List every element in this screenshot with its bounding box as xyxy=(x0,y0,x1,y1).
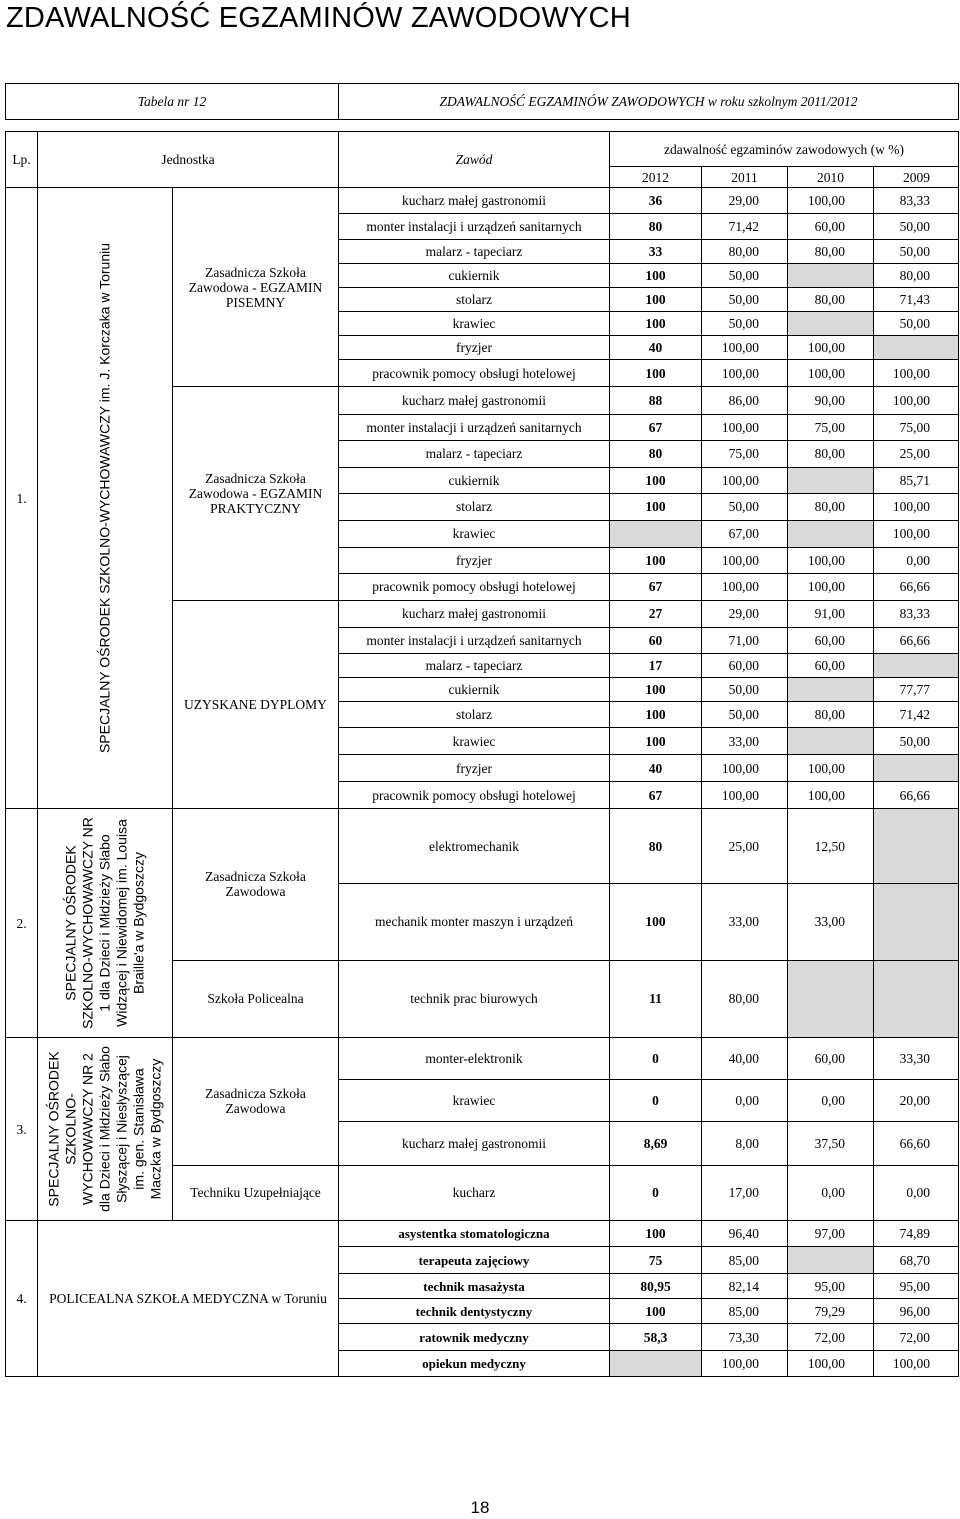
value-cell: 100,00 xyxy=(788,573,874,600)
value-cell: 50,00 xyxy=(874,312,959,336)
value-cell xyxy=(788,728,874,755)
value-cell: 8,69 xyxy=(610,1122,702,1165)
pass-rate-header: zdawalność egzaminów zawodowych (w %) xyxy=(610,132,959,167)
value-cell xyxy=(788,467,874,493)
profession-cell: monter-elektronik xyxy=(339,1038,610,1080)
value-cell xyxy=(874,755,959,782)
value-cell: 95,00 xyxy=(874,1274,959,1299)
profession-cell: terapeuta zajęciowy xyxy=(339,1247,610,1274)
school-name: POLICEALNA SZKOŁA MEDYCZNA w Toruniu xyxy=(38,1221,339,1377)
value-cell: 8,00 xyxy=(702,1122,788,1165)
profession-cell: krawiec xyxy=(339,728,610,755)
value-cell: 60,00 xyxy=(702,654,788,678)
value-cell: 66,66 xyxy=(874,628,959,654)
value-cell: 11 xyxy=(610,960,702,1037)
value-cell: 66,66 xyxy=(874,573,959,600)
value-cell: 100,00 xyxy=(874,520,959,547)
value-cell xyxy=(788,1247,874,1274)
profession-cell: kucharz małej gastronomii xyxy=(339,188,610,214)
value-cell: 58,3 xyxy=(610,1324,702,1351)
profession-cell: fryzjer xyxy=(339,547,610,573)
value-cell: 60,00 xyxy=(788,214,874,240)
value-cell: 60,00 xyxy=(788,654,874,678)
row-number: 2. xyxy=(6,809,38,1038)
value-cell: 71,42 xyxy=(874,702,959,728)
value-cell: 67 xyxy=(610,782,702,809)
value-cell xyxy=(788,678,874,702)
value-cell: 80 xyxy=(610,214,702,240)
value-cell: 25,00 xyxy=(702,809,788,884)
value-cell: 91,00 xyxy=(788,600,874,628)
unit-name: Zasadnicza Szkoła Zawodowa xyxy=(173,1038,339,1166)
value-cell: 100,00 xyxy=(702,1351,788,1377)
value-cell: 100,00 xyxy=(702,336,788,360)
profession-cell: monter instalacji i urządzeń sanitarnych xyxy=(339,628,610,654)
value-cell: 40 xyxy=(610,336,702,360)
unit-name: Szkoła Policealna xyxy=(173,960,339,1037)
value-cell: 100,00 xyxy=(788,547,874,573)
value-cell: 73,30 xyxy=(702,1324,788,1351)
value-cell: 100 xyxy=(610,702,702,728)
school-name xyxy=(38,188,173,809)
school-name-text: SPECJALNY OŚRODEK SZKOLNO-WYCHOWAWCZY NR 2 dla Dzieci i Młdzieży Słabo Słyszącej i Niesłyszącej im. gen. Stanisława Maczka w Bydgoszczy xyxy=(45,1046,164,1212)
profession-cell: mechanik monter maszyn i urządzeń xyxy=(339,884,610,960)
school-name xyxy=(38,1038,173,1221)
profession-cell: cukiernik xyxy=(339,264,610,288)
value-cell: 74,89 xyxy=(874,1221,959,1247)
table-row xyxy=(6,1038,959,1080)
profession-cell: pracownik pomocy obsługi hotelowej xyxy=(339,782,610,809)
profession-cell: asystentka stomatologiczna xyxy=(339,1221,610,1247)
year-header: 2010 xyxy=(788,167,874,188)
value-cell: 85,00 xyxy=(702,1247,788,1274)
value-cell: 100,00 xyxy=(702,467,788,493)
value-cell: 97,00 xyxy=(788,1221,874,1247)
value-cell: 88 xyxy=(610,387,702,415)
profession-cell: malarz - tapeciarz xyxy=(339,654,610,678)
value-cell: 100,00 xyxy=(788,188,874,214)
value-cell: 75,00 xyxy=(874,414,959,440)
value-cell: 0 xyxy=(610,1038,702,1080)
profession-cell: kucharz małej gastronomii xyxy=(339,600,610,628)
profession-cell: kucharz xyxy=(339,1165,610,1220)
value-cell: 71,42 xyxy=(702,214,788,240)
value-cell: 33,00 xyxy=(702,884,788,960)
value-cell xyxy=(874,960,959,1037)
value-cell: 37,50 xyxy=(788,1122,874,1165)
value-cell: 33 xyxy=(610,240,702,264)
value-cell: 27 xyxy=(610,600,702,628)
profession-cell: pracownik pomocy obsługi hotelowej xyxy=(339,573,610,600)
value-cell: 100,00 xyxy=(874,387,959,415)
value-cell xyxy=(874,809,959,884)
value-cell: 100 xyxy=(610,288,702,312)
value-cell: 17,00 xyxy=(702,1165,788,1220)
value-cell: 100 xyxy=(610,467,702,493)
value-cell: 80,00 xyxy=(702,960,788,1037)
value-cell: 83,33 xyxy=(874,188,959,214)
value-cell: 0,00 xyxy=(788,1080,874,1122)
profession-cell: malarz - tapeciarz xyxy=(339,240,610,264)
profession-cell: technik masażysta xyxy=(339,1274,610,1299)
value-cell: 80,00 xyxy=(702,240,788,264)
value-cell: 67 xyxy=(610,414,702,440)
value-cell: 80,00 xyxy=(788,493,874,520)
value-cell: 50,00 xyxy=(874,214,959,240)
school-name xyxy=(38,809,173,1038)
school-name-text: SPECJALNY OŚRODEK SZKOLNO-WYCHOWAWCZY NR 1 dla Dzieci i Młdzieży Słabo Widzącej i Niewidomej im. Louisa Braille'a w Bydgoszczy xyxy=(62,817,147,1029)
value-cell: 80,00 xyxy=(788,240,874,264)
value-cell: 86,00 xyxy=(702,387,788,415)
profession-cell: kucharz małej gastronomii xyxy=(339,1122,610,1165)
value-cell: 100,00 xyxy=(874,360,959,387)
value-cell: 0 xyxy=(610,1165,702,1220)
value-cell: 60,00 xyxy=(788,628,874,654)
value-cell: 25,00 xyxy=(874,440,959,467)
profession-cell: krawiec xyxy=(339,1080,610,1122)
profession-cell: technik dentystyczny xyxy=(339,1299,610,1324)
value-cell: 79,29 xyxy=(788,1299,874,1324)
value-cell: 83,33 xyxy=(874,600,959,628)
row-number: 4. xyxy=(6,1221,38,1377)
value-cell: 100 xyxy=(610,728,702,755)
value-cell: 33,30 xyxy=(874,1038,959,1080)
page-number: 18 xyxy=(470,1498,490,1517)
value-cell: 50,00 xyxy=(702,312,788,336)
value-cell: 0,00 xyxy=(874,547,959,573)
value-cell: 60 xyxy=(610,628,702,654)
value-cell: 72,00 xyxy=(874,1324,959,1351)
table-row xyxy=(6,809,959,884)
value-cell: 100,00 xyxy=(702,782,788,809)
table-number: Tabela nr 12 xyxy=(6,84,339,120)
value-cell: 40 xyxy=(610,755,702,782)
page-title: ZDAWALNOŚĆ EGZAMINÓW ZAWODOWYCH xyxy=(6,2,631,34)
value-cell: 90,00 xyxy=(788,387,874,415)
value-cell: 100 xyxy=(610,678,702,702)
year-header: 2012 xyxy=(610,167,702,188)
value-cell: 100 xyxy=(610,493,702,520)
value-cell: 80,95 xyxy=(610,1274,702,1299)
value-cell: 17 xyxy=(610,654,702,678)
profession-cell: technik prac biurowych xyxy=(339,960,610,1037)
value-cell: 100,00 xyxy=(702,573,788,600)
profession-cell: monter instalacji i urządzeń sanitarnych xyxy=(339,214,610,240)
value-cell: 50,00 xyxy=(702,288,788,312)
value-cell: 75,00 xyxy=(788,414,874,440)
unit-name: Zasadnicza Szkoła Zawodowa xyxy=(173,809,339,961)
value-cell xyxy=(788,960,874,1037)
value-cell: 96,00 xyxy=(874,1299,959,1324)
profession-cell: stolarz xyxy=(339,702,610,728)
value-cell: 82,14 xyxy=(702,1274,788,1299)
year-header: 2011 xyxy=(702,167,788,188)
value-cell: 80,00 xyxy=(874,264,959,288)
profession-cell: stolarz xyxy=(339,493,610,520)
value-cell: 100 xyxy=(610,884,702,960)
value-cell: 100,00 xyxy=(788,360,874,387)
value-cell: 60,00 xyxy=(788,1038,874,1080)
value-cell: 100,00 xyxy=(702,414,788,440)
value-cell: 68,70 xyxy=(874,1247,959,1274)
value-cell: 50,00 xyxy=(702,264,788,288)
value-cell: 0,00 xyxy=(702,1080,788,1122)
value-cell: 29,00 xyxy=(702,188,788,214)
value-cell: 50,00 xyxy=(874,728,959,755)
table-row xyxy=(6,188,959,214)
value-cell: 33,00 xyxy=(702,728,788,755)
value-cell: 40,00 xyxy=(702,1038,788,1080)
table-caption: ZDAWALNOŚĆ EGZAMINÓW ZAWODOWYCH w roku szkolnym 2011/2012 xyxy=(339,84,959,120)
value-cell: 100,00 xyxy=(788,782,874,809)
value-cell: 95,00 xyxy=(788,1274,874,1299)
value-cell: 67,00 xyxy=(702,520,788,547)
lp-header: Lp. xyxy=(6,132,38,188)
value-cell: 50,00 xyxy=(874,240,959,264)
value-cell: 80,00 xyxy=(788,702,874,728)
value-cell xyxy=(610,520,702,547)
value-cell: 100,00 xyxy=(788,755,874,782)
profession-cell: opiekun medyczny xyxy=(339,1351,610,1377)
profession-cell: monter instalacji i urządzeń sanitarnych xyxy=(339,414,610,440)
value-cell: 100,00 xyxy=(788,336,874,360)
value-cell: 0,00 xyxy=(874,1165,959,1220)
profession-cell: krawiec xyxy=(339,312,610,336)
value-cell: 36 xyxy=(610,188,702,214)
value-cell: 100,00 xyxy=(788,1351,874,1377)
value-cell: 100,00 xyxy=(702,755,788,782)
value-cell: 72,00 xyxy=(788,1324,874,1351)
value-cell xyxy=(788,312,874,336)
year-header: 2009 xyxy=(874,167,959,188)
profession-cell: fryzjer xyxy=(339,755,610,782)
profession-cell: ratownik medyczny xyxy=(339,1324,610,1351)
spacer-row xyxy=(6,120,959,132)
value-cell: 100,00 xyxy=(874,493,959,520)
value-cell: 100 xyxy=(610,312,702,336)
value-cell: 71,00 xyxy=(702,628,788,654)
value-cell: 80 xyxy=(610,440,702,467)
value-cell: 100,00 xyxy=(702,360,788,387)
value-cell: 77,77 xyxy=(874,678,959,702)
profession-cell: pracownik pomocy obsługi hotelowej xyxy=(339,360,610,387)
value-cell: 50,00 xyxy=(702,678,788,702)
value-cell: 96,40 xyxy=(702,1221,788,1247)
value-cell: 85,71 xyxy=(874,467,959,493)
profession-cell: elektromechanik xyxy=(339,809,610,884)
profession-cell: kucharz małej gastronomii xyxy=(339,387,610,415)
profession-cell: malarz - tapeciarz xyxy=(339,440,610,467)
value-cell xyxy=(874,884,959,960)
value-cell: 100,00 xyxy=(702,547,788,573)
value-cell: 100 xyxy=(610,1221,702,1247)
value-cell: 80,00 xyxy=(788,440,874,467)
value-cell: 75 xyxy=(610,1247,702,1274)
value-cell xyxy=(610,1351,702,1377)
value-cell: 100 xyxy=(610,360,702,387)
value-cell: 75,00 xyxy=(702,440,788,467)
unit-name: UZYSKANE DYPLOMY xyxy=(173,600,339,809)
value-cell: 66,66 xyxy=(874,782,959,809)
value-cell xyxy=(874,654,959,678)
value-cell: 66,60 xyxy=(874,1122,959,1165)
value-cell: 0,00 xyxy=(788,1165,874,1220)
value-cell: 29,00 xyxy=(702,600,788,628)
table-row xyxy=(6,1221,959,1247)
value-cell: 33,00 xyxy=(788,884,874,960)
value-cell: 100 xyxy=(610,547,702,573)
value-cell: 12,50 xyxy=(788,809,874,884)
value-cell: 67 xyxy=(610,573,702,600)
value-cell xyxy=(788,520,874,547)
unit-name: Zasadnicza Szkoła Zawodowa - EGZAMIN PRAKTYCZNY xyxy=(173,387,339,601)
caption-row xyxy=(6,84,959,120)
value-cell xyxy=(788,264,874,288)
value-cell xyxy=(874,336,959,360)
header-row xyxy=(6,132,959,167)
row-number: 1. xyxy=(6,188,38,809)
value-cell: 0 xyxy=(610,1080,702,1122)
unit-name: Zasadnicza Szkoła Zawodowa - EGZAMIN PISEMNY xyxy=(173,188,339,387)
value-cell: 100,00 xyxy=(874,1351,959,1377)
profession-cell: krawiec xyxy=(339,520,610,547)
value-cell: 80,00 xyxy=(788,288,874,312)
value-cell: 100 xyxy=(610,264,702,288)
value-cell: 50,00 xyxy=(702,702,788,728)
value-cell: 100 xyxy=(610,1299,702,1324)
unit-header: Jednostka xyxy=(38,132,339,188)
profession-cell: stolarz xyxy=(339,288,610,312)
value-cell: 50,00 xyxy=(702,493,788,520)
unit-name: Techniku Uzupełniające xyxy=(173,1165,339,1220)
value-cell: 20,00 xyxy=(874,1080,959,1122)
profession-cell: cukiernik xyxy=(339,467,610,493)
value-cell: 71,43 xyxy=(874,288,959,312)
exam-pass-rate-table xyxy=(5,83,959,1377)
value-cell: 80 xyxy=(610,809,702,884)
profession-cell: cukiernik xyxy=(339,678,610,702)
row-number: 3. xyxy=(6,1038,38,1221)
school-name-text: SPECJALNY OŚRODEK SZKOLNO-WYCHOWAWCZY im. J. Korczaka w Toruniu xyxy=(96,242,113,754)
profession-header: Zawód xyxy=(339,132,610,188)
value-cell: 85,00 xyxy=(702,1299,788,1324)
profession-cell: fryzjer xyxy=(339,336,610,360)
